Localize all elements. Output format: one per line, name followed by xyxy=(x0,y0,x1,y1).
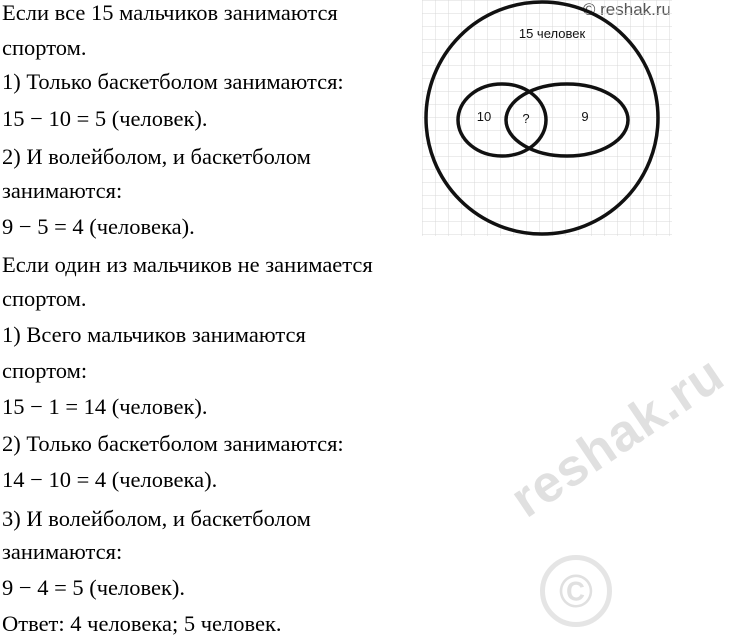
text-line: 9 − 5 = 4 (человека). xyxy=(2,214,195,239)
venn-diagram xyxy=(422,0,672,240)
text-line: занимаются: xyxy=(2,178,123,203)
text-line: спортом: xyxy=(2,358,88,383)
text-line: спортом. xyxy=(2,35,87,60)
text-line: 1) Только баскетболом занимаются: xyxy=(2,69,344,94)
text-line: занимаются: xyxy=(2,539,123,564)
copyright-watermark-icon: © xyxy=(540,555,612,627)
reshak-watermark: reshak.ru xyxy=(500,344,735,529)
total-label: 15 человек xyxy=(518,26,586,41)
answer-line: Ответ: 4 человека; 5 человек. xyxy=(2,611,282,636)
left-region-label: 10 xyxy=(476,109,492,124)
text-line: 1) Всего мальчиков занимаются xyxy=(2,322,306,347)
right-region-label: 9 xyxy=(581,109,589,124)
text-line: 3) И волейболом, и баскетболом xyxy=(2,506,311,531)
intersection-label: ? xyxy=(522,111,530,126)
text-line: 9 − 4 = 5 (человек). xyxy=(2,575,186,600)
text-line: Если все 15 мальчиков занимаются xyxy=(2,0,338,25)
text-line: 2) И волейболом, и баскетболом xyxy=(2,144,311,169)
text-line: 15 − 10 = 5 (человек). xyxy=(2,106,208,131)
text-line: 14 − 10 = 4 (человека). xyxy=(2,467,218,492)
text-line: спортом. xyxy=(2,286,87,311)
text-line: Если один из мальчиков не занимается xyxy=(2,252,373,277)
text-line: 2) Только баскетболом занимаются: xyxy=(2,431,344,456)
text-line: 15 − 1 = 14 (человек). xyxy=(2,394,208,419)
